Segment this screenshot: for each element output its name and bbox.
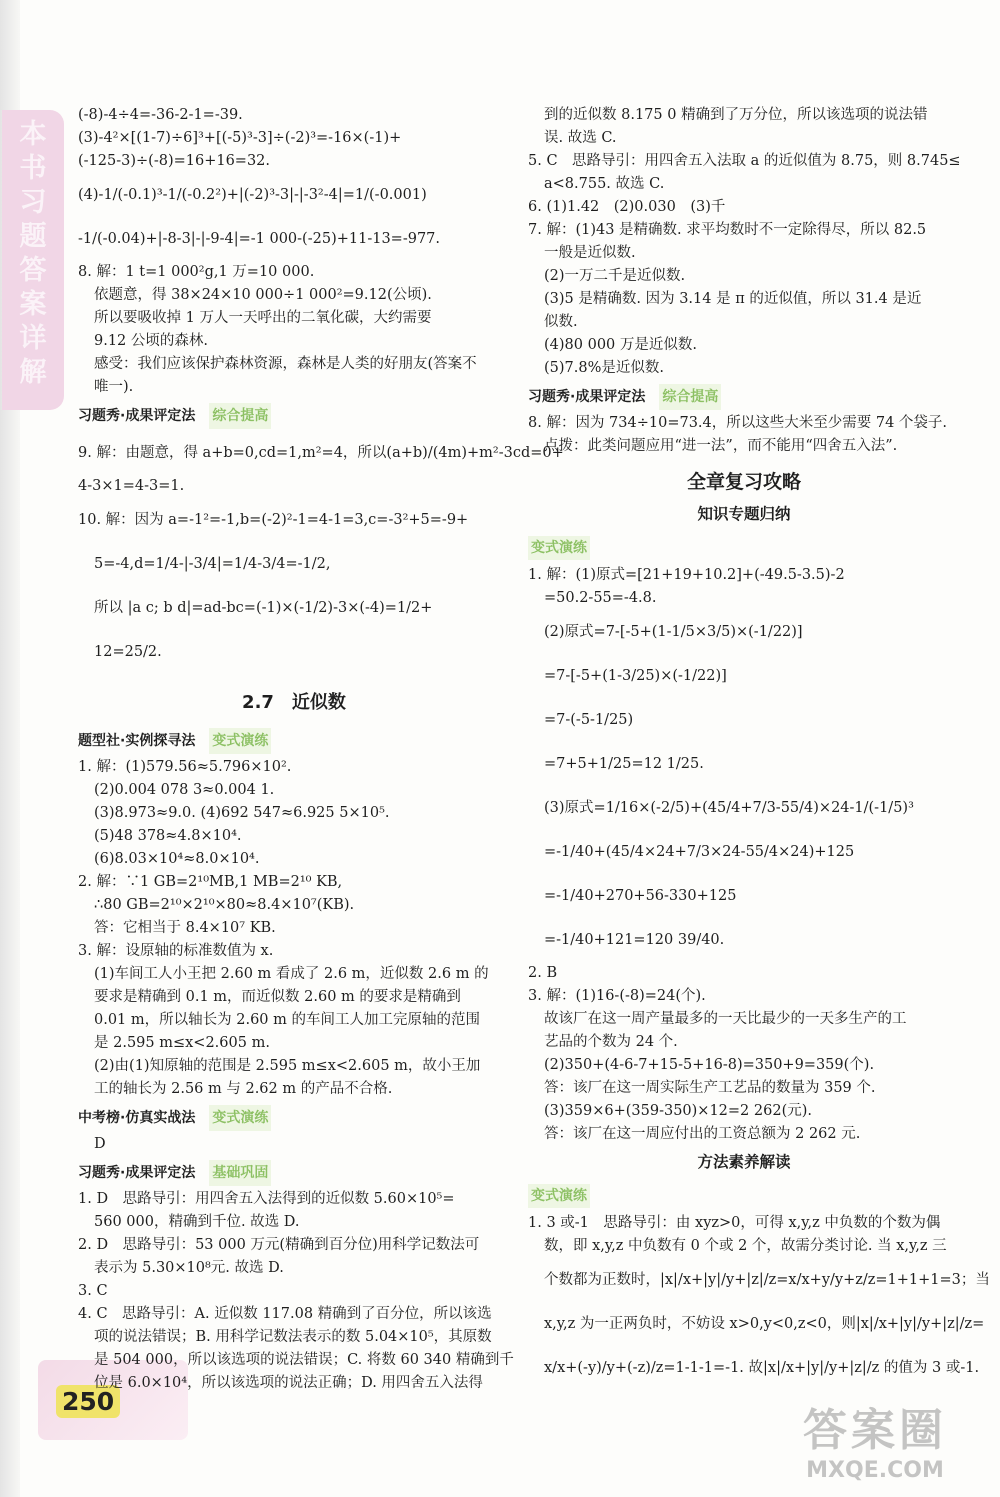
text-line: 答：它相当于 8.4×10⁷ KB.: [94, 920, 276, 936]
side-tab-char: 题: [19, 221, 47, 252]
text-line: D: [94, 1136, 106, 1152]
side-tab-char: 详: [19, 323, 47, 354]
text-line: (2)0.004 078 3≈0.004 1.: [94, 782, 275, 798]
text-line: 到的近似数 8.175 0 精确到了万分位，所以该选项的说法错: [544, 107, 928, 123]
text-line: (3)原式=1/16×(-2/5)+(45/4+7/3-55/4)×24-1/(-1/5)³: [544, 800, 914, 816]
section-header-tag: 综合提高: [209, 403, 271, 429]
side-tab-char: 习: [19, 187, 47, 218]
text-line: 1. 解：(1)原式=[21+19+10.2]+(-49.5-3.5)-2: [528, 567, 845, 583]
section-header: [78, 728, 510, 754]
section-title: 2.7 近似数: [242, 692, 346, 713]
text-line: 故该厂在这一周产量最多的一天比最少的一天多生产的工: [544, 1011, 907, 1027]
section-header: [78, 1160, 510, 1186]
text-line: 0.01 m，所以轴长为 2.60 m 的车间工人加工完原轴的范围: [94, 1012, 481, 1028]
text-line: =-1/40+121=120 39/40.: [544, 932, 725, 948]
text-line: (5)48 378≈4.8×10⁴.: [94, 828, 242, 844]
text-line: -1/(-0.04)+|-8-3|-|-9-4|=-1 000-(-25)+11-13=-977.: [78, 231, 441, 247]
text-line: 5=-4,d=1/4-|-3/4|=1/4-3/4=-1/2,: [94, 556, 331, 572]
text-line: 5. C 思路导引：用四舍五入法取 a 的近似值为 8.75，则 8.745≤: [528, 153, 961, 169]
text-line: 是 504 000，所以该选项的说法错误；C. 将数 60 340 精确到千: [94, 1352, 514, 1368]
text-line: 8. 解：1 t=1 000²g,1 万=10 000.: [78, 264, 315, 280]
text-line: 10. 解：因为 a=-1²=-1,b=(-2)²-1=4-1=3,c=-3²+5=-9+: [78, 512, 469, 528]
section-header-title: 题型社·实例探寻法: [78, 733, 196, 749]
text-line: 表示为 5.30×10⁸元. 故选 D.: [94, 1260, 284, 1276]
text-line: =7-(-5-1/25): [544, 712, 634, 728]
text-line: (2)由(1)知原轴的范围是 2.595 m≤x<2.605 m，故小王加: [94, 1058, 481, 1074]
text-line: 唯一).: [94, 379, 134, 395]
text-line: 答：该厂在这一周实际生产工艺品的数量为 359 个.: [544, 1080, 876, 1096]
text-line: x/x+(-y)/y+(-z)/z=1-1-1=-1. 故|x|/x+|y|/y+|z|/z 的值为 3 或-1.: [544, 1360, 980, 1376]
text-line: 9.12 公顷的森林.: [94, 333, 209, 349]
text-line: 12=25/2.: [94, 644, 162, 660]
text-line: a<8.755. 故选 C.: [544, 176, 665, 192]
text-line: 1. 3 或-1 思路导引：由 xyz>0，可得 x,y,z 中负数的个数为偶: [528, 1215, 941, 1231]
text-line: 数，即 x,y,z 中负数有 0 个或 2 个，故需分类讨论. 当 x,y,z 三: [544, 1238, 947, 1254]
text-line: 3. 解：(1)16-(-8)=24(个).: [528, 988, 706, 1004]
subsection-title: 知识专题归纳: [697, 505, 791, 523]
text-line: 1. 解：(1)579.56≈5.796×10².: [78, 759, 292, 775]
text-line: (5)7.8%是近似数.: [544, 360, 664, 376]
section-header: [78, 403, 510, 429]
text-line: (2)原式=7-[-5+(1-1/5×3/5)×(-1/22)]: [544, 624, 803, 640]
section-header-tag: 变式演练: [209, 1105, 271, 1131]
text-line: 误. 故选 C.: [544, 130, 617, 146]
text-line: 560 000，精确到千位. 故选 D.: [94, 1214, 300, 1230]
text-line: 感受：我们应该保护森林资源，森林是人类的好朋友(答案不: [94, 356, 477, 372]
side-tab-char: 本: [19, 119, 47, 150]
section-header: [78, 1105, 510, 1131]
text-line: 一般是近似数.: [544, 245, 636, 261]
text-line: 所以 |a c; b d|=ad-bc=(-1)×(-1/2)-3×(-4)=1/2+: [94, 600, 433, 616]
watermark-logo: [770, 1405, 980, 1490]
text-line: 位是 6.0×10⁴，所以该选项的说法正确；D. 用四舍五入法得: [94, 1375, 483, 1391]
text-line: 艺品的个数为 24 个.: [544, 1034, 678, 1050]
text-line: 依题意，得 38×24×10 000÷1 000²=9.12(公顷).: [94, 287, 432, 303]
text-line: x,y,z 为一正两负时，不妨设 x>0,y<0,z<0，则|x|/x+|y|/y+|z|/z=: [544, 1316, 985, 1332]
text-line: 2. 解：∵1 GB=2¹⁰MB,1 MB=2¹⁰ KB,: [78, 874, 343, 890]
text-line: (2)350+(4-6-7+15-5+16-8)=350+9=359(个).: [544, 1057, 875, 1073]
section-header: [528, 384, 960, 410]
text-line: =7-[-5+(1-3/25)×(-1/22)]: [544, 668, 727, 684]
section-header-tag: 综合提高: [659, 384, 721, 410]
text-line: 个数都为正数时，|x|/x+|y|/y+|z|/z=x/x+y/y+z/z=1+1+1=3；当: [544, 1272, 990, 1288]
text-line: (6)8.03×10⁴≈8.0×10⁴.: [94, 851, 260, 867]
text-line: 似数.: [544, 314, 578, 330]
text-line: (-8)-4÷4=-36-2-1=-39.: [78, 107, 243, 123]
text-line: ∴80 GB=2¹⁰×2¹⁰×80≈8.4×10⁷(KB).: [94, 897, 355, 913]
text-line: 2. D 思路导引：53 000 万元(精确到百分位)用科学记数法可: [78, 1237, 480, 1253]
page-number: 250: [56, 1385, 120, 1418]
text-line: 所以要吸收掉 1 万人一天呼出的二氧化碳，大约需要: [94, 310, 432, 326]
side-tab-char: 案: [19, 289, 47, 320]
text-line: =-1/40+270+56-330+125: [544, 888, 737, 904]
text-line: (4)-1/(-0.1)³-1/(-0.2²)+|(-2)³-3|-|-3²-4|=1/(-0.001): [78, 187, 427, 203]
text-line: (3)-4²×[(1-7)÷6]³+[(-5)³-3]÷(-2)³=-16×(-1)+: [78, 130, 402, 146]
text-line: (4)80 000 万是近似数.: [544, 337, 697, 353]
text-line: 1. D 思路导引：用四舍五入法得到的近似数 5.60×10⁵=: [78, 1191, 455, 1207]
right-column: [528, 104, 990, 1390]
section-header-title: 习题秀·成果评定法: [528, 389, 646, 405]
section-tag: 变式演练: [528, 1184, 590, 1208]
chapter-title: 全章复习攻略: [686, 471, 801, 493]
side-tab-char: 解: [19, 357, 47, 388]
section-header-title: 中考榜·仿真实战法: [78, 1110, 196, 1126]
section-tag: 变式演练: [528, 536, 590, 560]
text-line: 是 2.595 m≤x<2.605 m.: [94, 1035, 270, 1051]
subsection-title: 方法素养解读: [697, 1153, 791, 1171]
text-line: 3. C: [78, 1283, 108, 1299]
text-line: 2. B: [528, 965, 558, 981]
text-line: (2)一万二千是近似数.: [544, 268, 686, 284]
text-line: 6. (1)1.42 (2)0.030 (3)千: [528, 199, 726, 215]
text-line: 4-3×1=4-3=1.: [78, 478, 185, 494]
side-tab: [2, 110, 64, 410]
text-line: 项的说法错误；B. 用科学记数法表示的数 5.04×10⁵，其原数: [94, 1329, 492, 1345]
text-line: 4. C 思路导引：A. 近似数 117.08 精确到了百分位，所以该选: [78, 1306, 492, 1322]
text-line: 7. 解：(1)43 是精确数. 求平均数时不一定除得尽，所以 82.5: [528, 222, 927, 238]
text-line: 工的轴长为 2.56 m 与 2.62 m 的产品不合格.: [94, 1081, 393, 1097]
text-line: 点拨：此类问题应用“进一法”，而不能用“四舍五入法”.: [544, 438, 898, 454]
text-line: =50.2-55=-4.8.: [544, 590, 657, 606]
text-line: 9. 解：由题意，得 a+b=0,cd=1,m²=4，所以(a+b)/(4m)+m²-3cd=0+: [78, 445, 564, 461]
text-line: 3. 解：设原轴的标准数值为 x.: [78, 943, 274, 959]
text-line: (-125-3)÷(-8)=16+16=32.: [78, 153, 271, 169]
section-header-tag: 基础巩固: [209, 1160, 271, 1186]
section-header-title: 习题秀·成果评定法: [78, 1165, 196, 1181]
text-line: (3)8.973≈9.0. (4)692 547≈6.925 5×10⁵.: [94, 805, 390, 821]
watermark-logo-url: MXQE.COM: [806, 1458, 944, 1483]
text-line: (3)5 是精确数. 因为 3.14 是 π 的近似值，所以 31.4 是近: [544, 291, 922, 307]
text-line: =-1/40+(45/4×24+7/3×24-55/4×24)+125: [544, 844, 855, 860]
section-header-title: 习题秀·成果评定法: [78, 408, 196, 424]
text-line: 8. 解：因为 734÷10=73.4，所以这些大米至少需要 74 个袋子.: [528, 415, 948, 431]
side-tab-char: 书: [19, 153, 47, 184]
text-line: (3)359×6+(359-350)×12=2 262(元).: [544, 1103, 812, 1119]
text-line: 答：该厂在这一周应付出的工资总额为 2 262 元.: [544, 1126, 861, 1142]
section-header-tag: 变式演练: [209, 728, 271, 754]
text-line: (1)车间工人小王把 2.60 m 看成了 2.6 m，近似数 2.6 m 的: [94, 966, 489, 982]
text-line: 要求是精确到 0.1 m，而近似数 2.60 m 的要求是精确到: [94, 989, 461, 1005]
watermark-logo-text: 答案圈: [803, 1405, 947, 1456]
side-tab-char: 答: [19, 255, 47, 286]
text-line: =7+5+1/25=12 1/25.: [544, 756, 704, 772]
